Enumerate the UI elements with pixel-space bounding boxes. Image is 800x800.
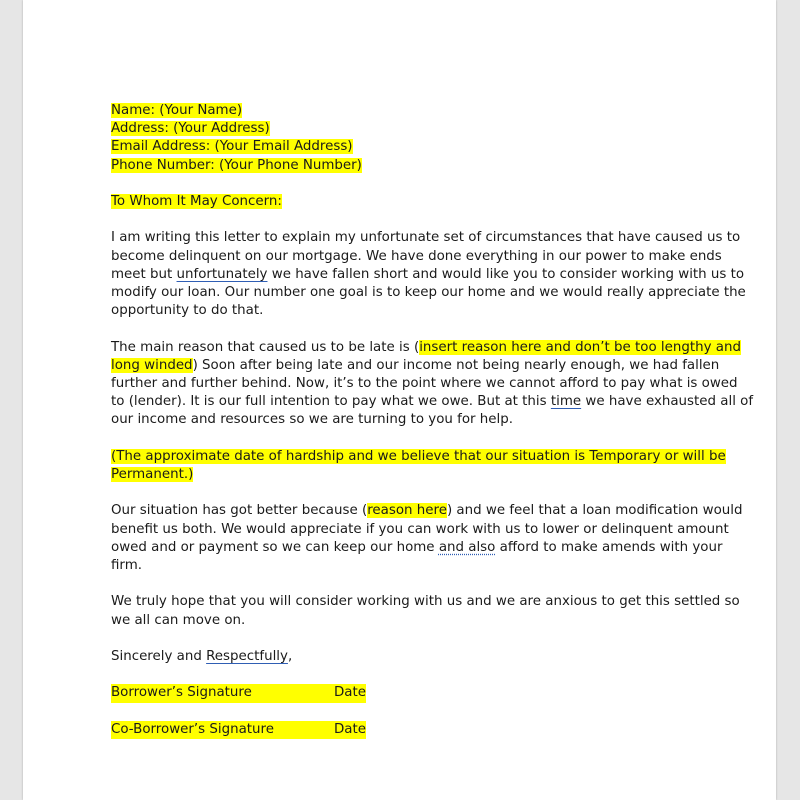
co-borrower-signature-label: Co-Borrower’s Signature — [111, 721, 274, 737]
text-line: benefit us both. We would appreciate if you can work with us to lower or delinquent amount — [111, 521, 729, 537]
paragraph-closing — [111, 593, 740, 629]
co-borrower-date-label: Date — [333, 721, 366, 737]
borrower-signature-line — [111, 684, 366, 702]
sender-phone: Phone Number: (Your Phone Number) — [111, 157, 362, 173]
sender-email: Email Address: (Your Email Address) — [111, 139, 353, 155]
text-line: our income and resources so we are turning to you for help. — [111, 412, 514, 428]
hardship-highlight: (The approximate date of hardship and we believe that our situation is Temporary or will be — [111, 448, 726, 464]
paragraph-intro — [111, 229, 746, 320]
sender-address: Address: (Your Address) — [111, 121, 270, 137]
text-line: I am writing this letter to explain my unfortunate set of circumstances that have caused us to — [111, 230, 741, 246]
text-line: opportunity to do that. — [111, 303, 264, 319]
text-line: we all can move on. — [111, 612, 246, 628]
text-line: Our situation has got better because (reason here) and we feel that a loan modification would — [111, 503, 743, 519]
paragraph-hardship — [111, 448, 726, 484]
sender-info — [111, 102, 711, 175]
text-line: We truly hope that you will consider working with us and we are anxious to get this settled so — [111, 594, 740, 610]
grammar-flag[interactable]: and also — [438, 539, 496, 555]
text-line: become delinquent on our mortgage. We have done everything in our power to make ends — [111, 248, 722, 264]
text-line: further and further behind. Now, it’s to the point where we cannot afford to pay what is owed — [111, 376, 738, 391]
sender-name: Name: (Your Name) — [111, 103, 243, 118]
text-line: long winded) Soon after being late and our income not being nearly enough, we had fallen — [111, 357, 720, 373]
text-line: firm. — [111, 558, 143, 573]
text-line: meet but unfortunately we have fallen short and would like you to consider working with us to — [111, 266, 745, 282]
placeholder-highlight: insert reason here and don’t be too lengthy and — [419, 339, 741, 355]
borrower-signature-label: Borrower’s Signature — [111, 685, 252, 701]
text-line: The main reason that caused us to be late is (insert reason here and don’t be too lengthy and — [111, 339, 741, 355]
co-borrower-signature-line — [111, 721, 366, 739]
paragraph-situation — [111, 502, 743, 575]
hardship-highlight: Permanent.) — [111, 467, 194, 482]
document-page[interactable] — [23, 0, 776, 800]
borrower-date-label: Date — [333, 685, 366, 701]
salutation: To Whom It May Concern: — [111, 194, 282, 209]
text-line: owed and or payment so we can keep our home and also afford to make amends with your — [111, 539, 723, 555]
spelling-flag[interactable]: unfortunately — [176, 266, 268, 282]
spelling-flag[interactable]: Respectfully — [206, 648, 288, 664]
placeholder-highlight: long winded — [111, 357, 193, 373]
text-line: to (lender). It is our full intention to pay what we owe. But at this time we have exhausted all of — [111, 394, 754, 410]
closing-line: Sincerely and Respectfully, — [111, 648, 293, 664]
placeholder-highlight: reason here — [367, 503, 447, 519]
text-line: modify our loan. Our number one goal is to keep our home and we would really appreciate the — [111, 285, 746, 300]
letter-body[interactable] — [111, 102, 754, 739]
paragraph-reason — [111, 339, 754, 430]
grammar-flag[interactable]: time — [550, 394, 582, 410]
